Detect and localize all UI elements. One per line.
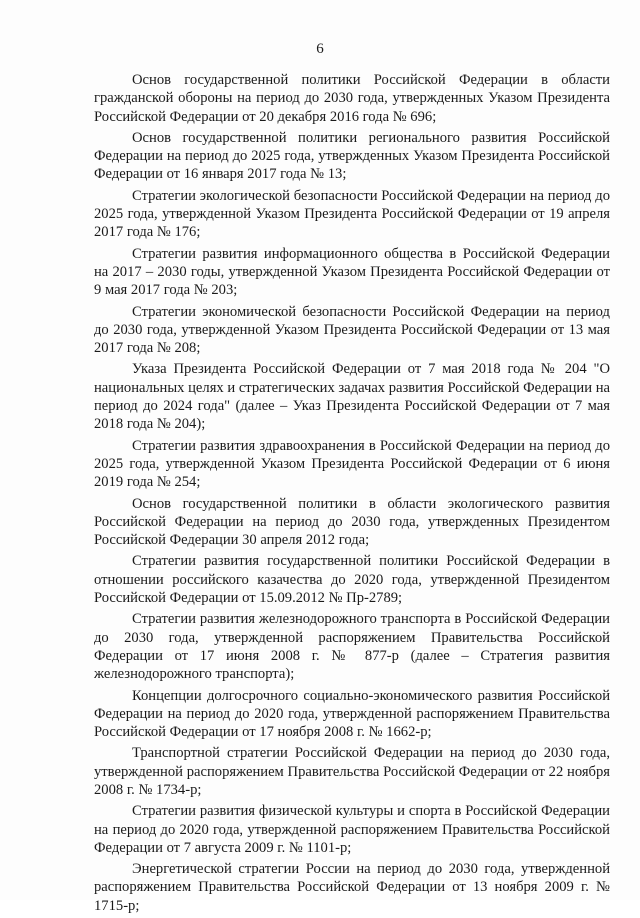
paragraph: Стратегии развития здравоохранения в Российской Федерации на период до 2025 года, утвержденной Указом Президента Российской Федерации от 6 июня 2019 года № 254; (94, 437, 610, 491)
paragraph: Стратегии развития физической культуры и спорта в Российской Федерации на период до 2020 года, утвержденной распоряжением Правительства Российской Федерации от 7 августа 2009 г. № 1101-р; (94, 803, 610, 856)
page-number: 6 (316, 41, 324, 57)
paragraph: Стратегии экологической безопасности Российской Федерации на период до 2025 года, утвержденной Указом Президента Российской Федерации от 19 апреля 2017 года № 176; (94, 187, 610, 241)
paragraph: Основ государственной политики Российской Федерации в области гражданской обороны на период до 2030 года, утвержденных Указом Президента Российской Федерации от 20 декабря 2016 года № 696; (94, 72, 610, 125)
paragraph: Концепции долгосрочного социально-экономического развития Российской Федерации на период до 2020 года, утвержденной распоряжением Правительства Российской Федерации от 17 ноября 2008 г. № 1662-р; (94, 687, 610, 741)
paragraph: Основ государственной политики регионального развития Российской Федерации на период до 2025 года, утвержденных Указом Президента Российской Федерации от 16 января 2017 года № 13; (94, 129, 610, 183)
body-text (94, 71, 610, 918)
paragraph: Стратегии развития информационного общества в Российской Федерации на 2017 – 2030 годы, утвержденной Указом Президента Российской Федерации от 9 мая 2017 года № 203; (94, 245, 610, 299)
paragraph: Стратегии развития государственной политики Российской Федерации в отношении российского казачества до 2020 года, утвержденной Президентом Российской Федерации от 15.09.2012 № Пр-2789; (94, 553, 610, 607)
paragraph: Стратегии развития железнодорожного транспорта в Российской Федерации до 2030 года, утвержденной распоряжением Правительства Российской Федерации от 17 июня 2008 г. № 877-р (далее – Стратегия развития железнодорожного транспорта); (94, 611, 610, 683)
paragraph: Энергетической стратегии России на период до 2030 года, утвержденной распоряжением Правительства Российской Федерации от 13 ноября 2009 г. № 1715-р; (94, 861, 610, 914)
paragraph: Основ государственной политики в области экологического развития Российской Федерации на период до 2030 года, утвержденных Президентом Российской Федерации 30 апреля 2012 года; (94, 495, 610, 549)
paragraph: Транспортной стратегии Российской Федерации на период до 2030 года, утвержденной распоряжением Правительства Российской Федерации от 22 ноября 2008 г. № 1734-р; (94, 745, 610, 798)
paragraph: Указа Президента Российской Федерации от 7 мая 2018 года № 204 "О национальных целях и стратегических задачах развития Российской Федерации на период до 2024 года" (далее – Указ Президента Российской Федерации от 7 мая 2018 года № 204); (94, 361, 610, 433)
paragraph: Стратегии экономической безопасности Российской Федерации на период до 2030 года, утвержденной Указом Президента Российской Федерации от 13 мая 2017 года № 208; (94, 303, 610, 357)
